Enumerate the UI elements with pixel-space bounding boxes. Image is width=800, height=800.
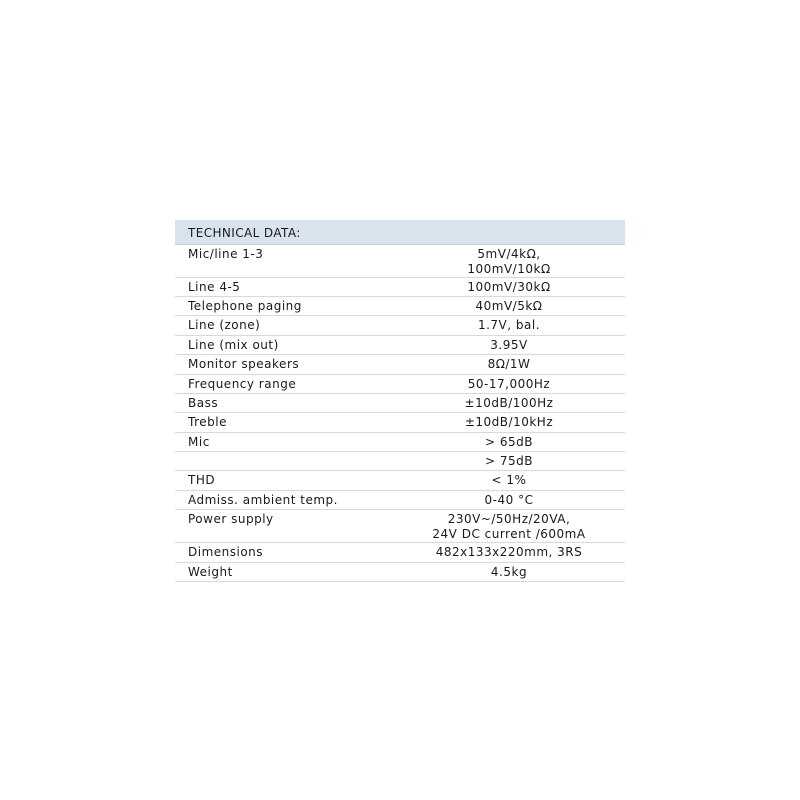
table-row xyxy=(175,336,625,355)
table-row xyxy=(175,563,625,582)
row-label: Monitor speakers xyxy=(188,357,300,371)
row-label: Mic xyxy=(188,435,210,449)
row-label: Line 4-5 xyxy=(188,280,241,294)
row-label: Line (zone) xyxy=(188,318,261,332)
row-value: > 65dB xyxy=(485,435,533,449)
table-row xyxy=(175,433,625,452)
row-value: 5mV/4kΩ, 100mV/10kΩ xyxy=(467,247,551,276)
table-row xyxy=(175,413,625,433)
row-value: 230V~/50Hz/20VA, 24V DC current /600mA xyxy=(432,512,586,541)
table-header: TECHNICAL DATA: xyxy=(175,220,625,245)
row-value: ±10dB/10kHz xyxy=(464,415,554,429)
row-value: 100mV/30kΩ xyxy=(467,280,551,294)
row-label: Bass xyxy=(188,396,219,410)
table-row xyxy=(175,375,625,394)
table-row xyxy=(175,355,625,375)
row-value: 482x133x220mm, 3RS xyxy=(435,545,583,559)
row-value: 50-17,000Hz xyxy=(467,377,551,391)
row-label: Treble xyxy=(188,415,227,429)
row-label: Telephone paging xyxy=(188,299,302,313)
table-row xyxy=(175,543,625,563)
row-label: Admiss. ambient temp. xyxy=(188,493,338,507)
table-row xyxy=(175,316,625,336)
table-row xyxy=(175,510,625,543)
row-value: 40mV/5kΩ xyxy=(475,299,543,313)
row-value: 8Ω/1W xyxy=(487,357,531,371)
row-label: Line (mix out) xyxy=(188,338,279,352)
technical-data-table xyxy=(175,220,625,582)
row-value: < 1% xyxy=(491,473,527,487)
row-label: Mic/line 1-3 xyxy=(188,247,264,261)
row-label: Dimensions xyxy=(188,545,264,559)
table-row xyxy=(175,452,625,471)
table-row xyxy=(175,394,625,413)
row-label: Power supply xyxy=(188,512,274,526)
row-value: 0-40 °C xyxy=(484,493,534,507)
row-label: Frequency range xyxy=(188,377,297,391)
table-row xyxy=(175,245,625,278)
row-label: THD xyxy=(188,473,216,487)
row-label: Weight xyxy=(188,565,233,579)
row-value: > 75dB xyxy=(485,454,533,468)
row-label xyxy=(175,452,405,470)
row-value: 3.95V xyxy=(490,338,528,352)
row-value: 4.5kg xyxy=(490,565,528,579)
table-row xyxy=(175,491,625,510)
table-row xyxy=(175,471,625,491)
row-value: ±10dB/100Hz xyxy=(464,396,554,410)
row-value: 1.7V, bal. xyxy=(477,318,541,332)
table-row xyxy=(175,278,625,297)
table-row xyxy=(175,297,625,316)
